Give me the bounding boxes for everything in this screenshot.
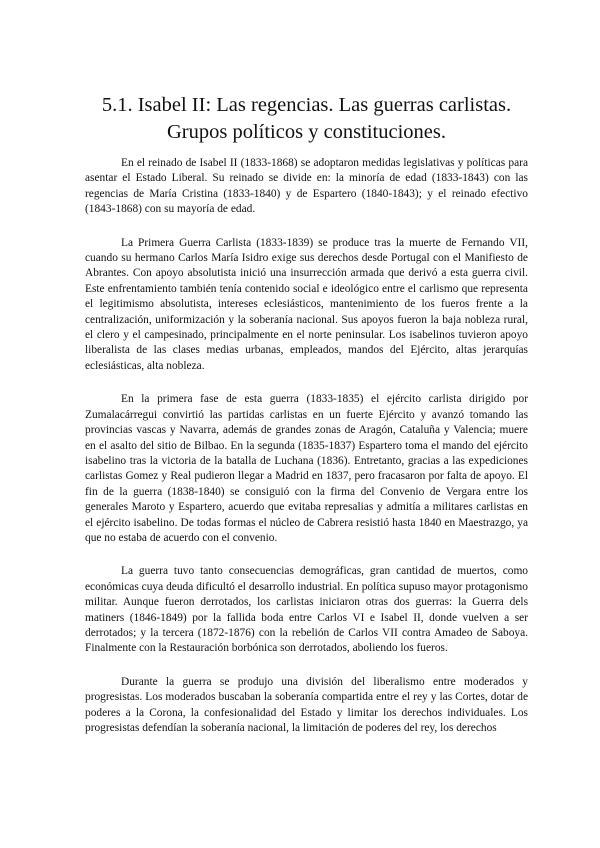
paragraph-consecuencias: La guerra tuvo tanto consecuencias demográficas, gran cantidad de muertos, como económicas cuya deuda dificultó el desarrollo industrial. En política supuso mayor protagonismo militar. Aunque fueron derrotados, los carlistas iniciaron otras dos guerras: la Guerra dels matiners (1846-1849) por la fallida boda entre Carlos VI e Isabel II, donde vuelven a ser derrotados; y la tercera (1872-1876) con la rebelión de Carlos VII contra Amadeo de Saboya. Finalmente con la Restauración borbónica son derrotados, aboliendo los fueros.	[85, 565, 528, 655]
paragraph-reinado: En el reinado de Isabel II (1833-1868) se adoptaron medidas legislativas y políticas para asentar el Estado Liberal. Su reinado se divide en: la minoría de edad (1833-1843) con las regencias de María Cristina (1833-1840) y de Espartero (1840-1843); y el reinado efectivo (1843-1868) con su mayoría de edad.	[85, 157, 528, 216]
page-title	[85, 92, 528, 146]
paragraph-primera-guerra: La Primera Guerra Carlista (1833-1839) se produce tras la muerte de Fernando VII, cuando su hermano Carlos María Isidro exige sus derechos desde Portugal con el Manifiesto de Abrantes. Con apoyo absolutista inició una insurrección armada que derivó a esta guerra civil. Este enfrentamiento también tenía contenido social e ideológico entre el carlismo que representa el legitimismo absolutista, intereses eclesiásticos, mantenimiento de los fueros frente a la centralización, uniformización y la soberanía nacional. Sus apoyos fueron la baja nobleza rural, el clero y el campesinado, principalmente en el norte peninsular. Los isabelinos tuvieron apoyo liberalista de las clases medias urbanas, empleados, mandos del Ejército, altas jerarquías eclesiásticas, alta nobleza.	[85, 236, 528, 372]
paragraph-fases-guerra: En la primera fase de esta guerra (1833-1835) el ejército carlista dirigido por Zumalacárregui convirtió las partidas carlistas en un fuerte Ejército y avanzó tomando las provincias vascas y Navarra, además de grandes zonas de Aragón, Cataluña y Valencia; muere en el asalto del sitio de Bilbao. En la segunda (1835-1837) Espartero toma el mando del ejército isabelino tras la victoria de la batalla de Luchana (1836). Entretanto, gracias a las expediciones carlistas Gomez y Real pudieron llegar a Madrid en 1837, pero fracasaron por falta de apoyo. El fin de la guerra (1838-1840) se consiguió con la firma del Convenio de Vergara entre los generales Maroto y Espartero, acuerdo que evitaba represalias y admitía a militares carlistas en el ejército isabelino. De todas formas el núcleo de Cabrera resistió hasta 1840 en Maestrazgo, ya que no estaba de acuerdo con el convenio.	[85, 393, 528, 544]
title-line-2: Grupos políticos y constituciones.	[166, 121, 446, 143]
title-line-1: 5.1. Isabel II: Las regencias. Las guerras carlistas.	[101, 94, 512, 116]
paragraph-division-liberalismo: Durante la guerra se produjo una división del liberalismo entre moderados y progresistas. Los moderados buscaban la soberanía compartida entre el rey y las Cortes, dotar de poderes a la Corona, la confesionalidad del Estado y limitar los derechos individuales. Los progresistas defendían la soberanía nacional, la limitación de poderes del rey, los derechos	[85, 675, 528, 734]
document-page	[85, 92, 528, 754]
